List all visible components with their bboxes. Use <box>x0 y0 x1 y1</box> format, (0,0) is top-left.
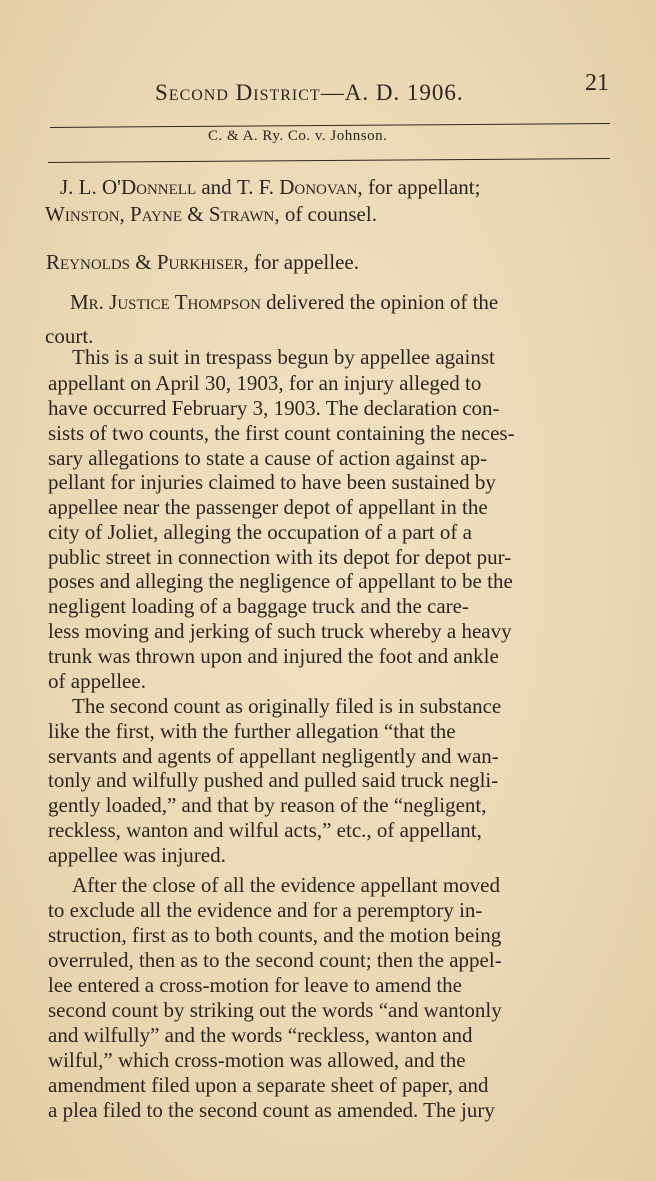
running-head: Second District—A. D. 1906. <box>155 80 464 105</box>
body-line: servants and agents of appellant negligently and wan- <box>48 744 499 768</box>
body-line: appellee was injured. <box>48 843 226 867</box>
body-line: have occurred February 3, 1903. The declaration con- <box>48 396 500 420</box>
body-line: tonly and wilfully pushed and pulled said truck negli- <box>48 768 499 792</box>
counsel-connector: and <box>196 175 237 199</box>
body-line: sary allegations to state a cause of action against ap- <box>48 446 488 470</box>
body-line: This is a suit in trespass begun by appellee against <box>72 345 495 369</box>
appellant-counsel-name-2: T. F. Donovan, <box>236 175 363 199</box>
counsel-appellant <box>60 175 480 199</box>
body-line: overruled, then as to the second count; then the appel- <box>48 948 502 972</box>
body-line: The second count as originally filed is in substance <box>72 694 502 718</box>
body-line: of appellee. <box>48 669 146 693</box>
body-line: wilful,” which cross-motion was allowed, and the <box>48 1048 466 1072</box>
body-line: appellee near the passenger depot of appellant in the <box>48 495 488 519</box>
counsel-appellee <box>46 250 359 274</box>
body-line: second count by striking out the words “and wantonly <box>48 998 502 1022</box>
appellee-role: for appellee. <box>248 250 359 274</box>
header-rule-bottom <box>48 158 610 163</box>
body-line: After the close of all the evidence appellant moved <box>72 873 500 897</box>
justice-name: Mr. Justice Thompson <box>70 290 261 314</box>
body-line: city of Joliet, alleging the occupation of a part of a <box>48 520 472 544</box>
page-number: 21 <box>585 70 609 96</box>
body-line: poses and alleging the negligence of appellant to be the <box>48 569 513 593</box>
opinion-intro-continuation: court. <box>45 324 94 348</box>
body-line: reckless, wanton and wilful acts,” etc., of appellant, <box>48 818 482 842</box>
body-line: amendment filed upon a separate sheet of paper, and <box>48 1073 489 1097</box>
body-line: appellant on April 30, 1903, for an injury alleged to <box>48 371 482 395</box>
body-line: public street in connection with its depot for depot pur- <box>48 545 512 569</box>
body-line: a plea filed to the second count as amended. The jury <box>48 1098 495 1122</box>
body-line: like the first, with the further allegation “that the <box>48 719 456 743</box>
body-line: lee entered a cross-motion for leave to amend the <box>48 973 462 997</box>
opinion-intro <box>70 290 498 314</box>
body-line: negligent loading of a baggage truck and the care- <box>48 594 469 618</box>
body-line: less moving and jerking of such truck whereby a heavy <box>48 619 512 643</box>
appellant-role: for appellant; <box>362 175 481 199</box>
counsel-of-counsel <box>45 202 377 226</box>
appellee-counsel-names: Reynolds & Purkhiser, <box>46 250 249 274</box>
of-counsel-names: Winston, Payne & Strawn, <box>45 202 280 226</box>
appellant-counsel-name: J. L. O'Donnell <box>60 175 197 199</box>
body-line: trunk was thrown upon and injured the foot and ankle <box>48 644 499 668</box>
body-line: gently loaded,” and that by reason of the “negligent, <box>48 793 487 817</box>
body-line: sists of two counts, the first count containing the neces- <box>48 421 515 445</box>
body-line: pellant for injuries claimed to have been sustained by <box>48 470 496 494</box>
case-caption: C. & A. Ry. Co. v. Johnson. <box>208 128 388 144</box>
body-line: to exclude all the evidence and for a peremptory in- <box>48 898 483 922</box>
opinion-intro-rest: delivered the opinion of the <box>260 290 499 314</box>
body-line: struction, first as to both counts, and the motion being <box>48 923 502 947</box>
of-counsel-role: of counsel. <box>279 202 377 226</box>
body-line: and wilfully” and the words “reckless, wanton and <box>48 1023 473 1047</box>
